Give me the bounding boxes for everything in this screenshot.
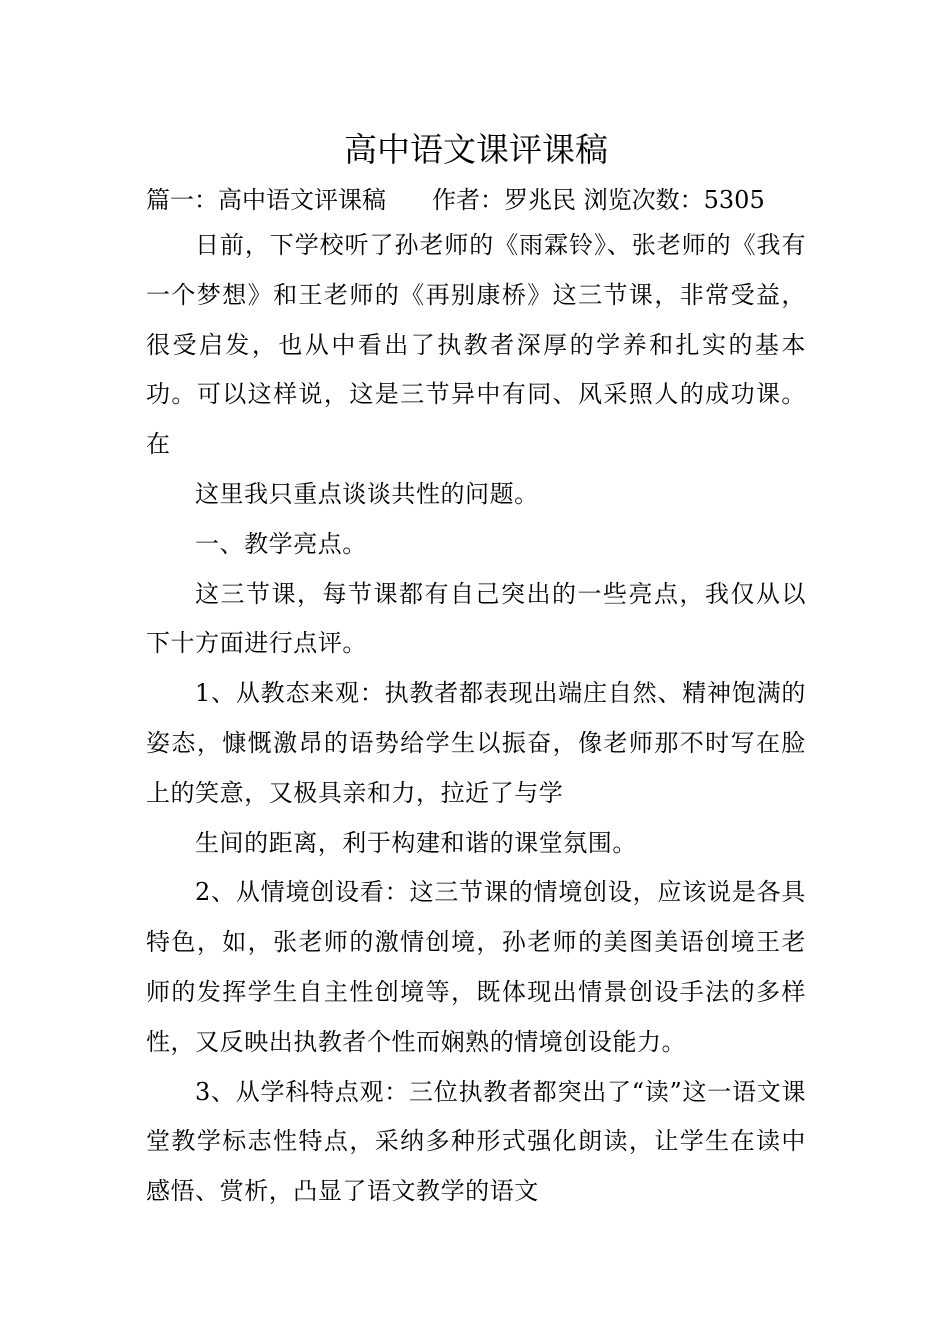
author-label: 作者：罗兆民 [432, 186, 576, 214]
paragraph: 日前，下学校听了孙老师的《雨霖铃》、张老师的《我有一个梦想》和王老师的《再别康桥》这三节课，非常受益，很受启发，也从中看出了执教者深厚的学养和扎实的基本功。可以这样说，这是三节异中有同、风采照人的成功课。在 [146, 231, 806, 459]
paragraph: 一、教学亮点。 [195, 529, 367, 558]
paragraph: 3、从学科特点观：三位执教者都突出了“读”这一语文课堂教学标志性特点，采纳多种形式强化朗读，让学生在读中感悟、赏析，凸显了语文教学的语文 [146, 1077, 806, 1206]
paragraph: 这三节课，每节课都有自己突出的一些亮点，我仅从以下十方面进行点评。 [146, 579, 806, 658]
paragraph: 这里我只重点谈谈共性的问题。 [195, 479, 539, 508]
view-count: 浏览次数：5305 [583, 186, 765, 214]
paragraph: 1、从教态来观：执教者都表现出端庄自然、精神饱满的姿态，慷慨激昂的语势给学生以振奋，像老师那不时写在脸上的笑意，又极具亲和力，拉近了与学 [146, 679, 806, 807]
paragraph: 生间的距离，利于构建和谐的课堂氛围。 [195, 828, 637, 857]
document-meta [146, 180, 806, 220]
paragraph: 2、从情境创设看：这三节课的情境创设，应该说是各具特色，如，张老师的激情创境，孙老师的美图美语创境王老师的发挥学生自主性创境等，既体现出情景创设手法的多样性，又反映出执教者个性而娴熟的情境创设能力。 [146, 878, 806, 1056]
section-label: 篇一：高中语文评课稿 [146, 186, 386, 214]
document-title: 高中语文课评课稿 [344, 130, 608, 169]
document-page [146, 122, 806, 1217]
